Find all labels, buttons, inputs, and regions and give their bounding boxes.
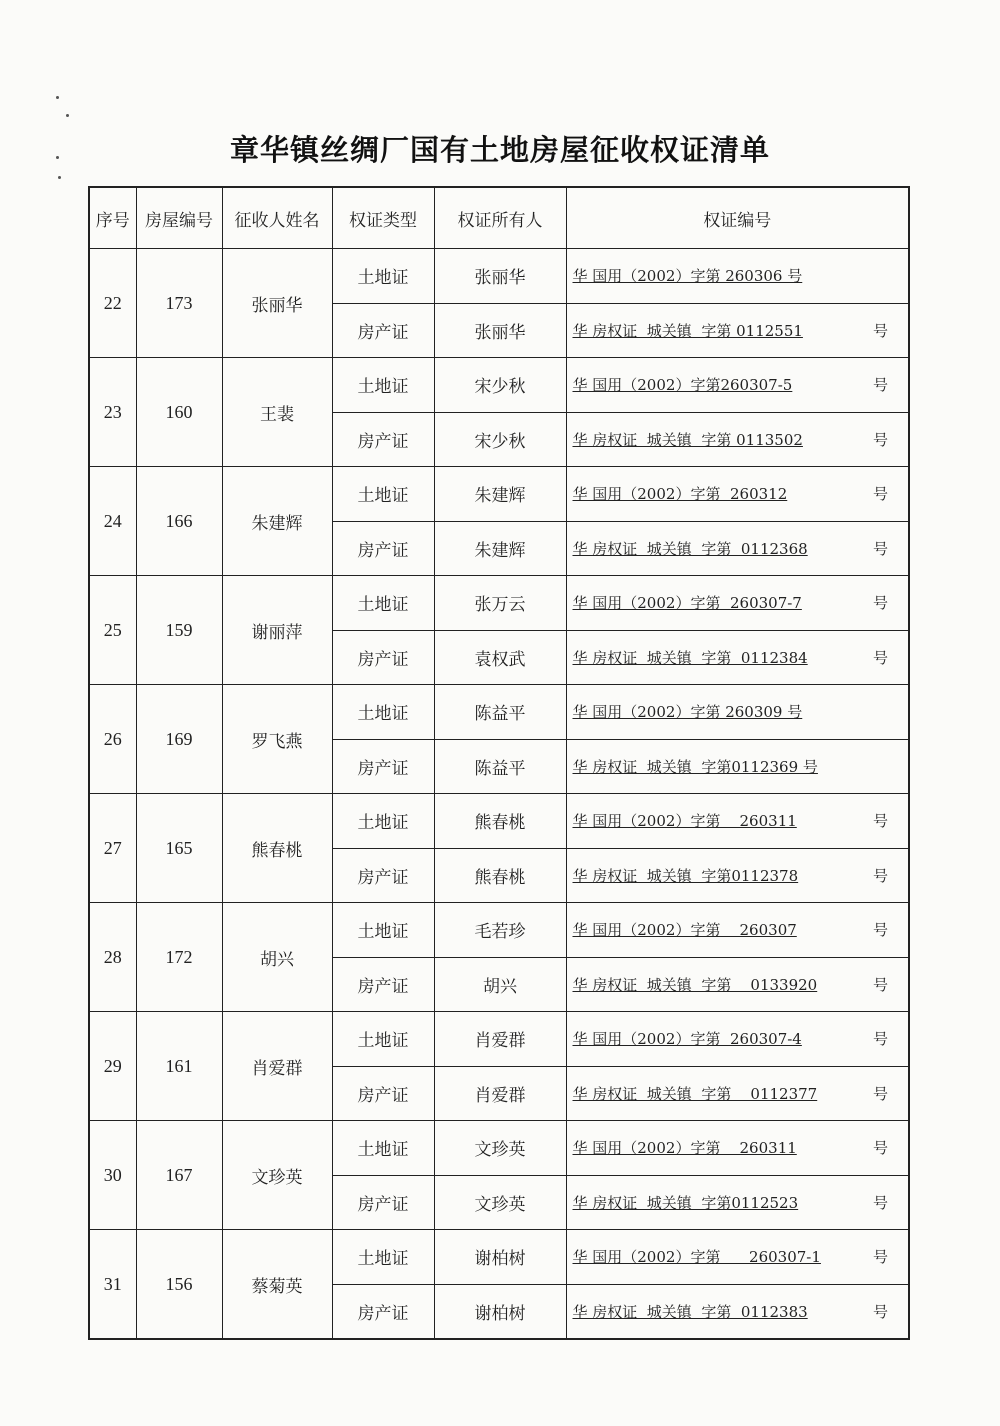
cert-type-cell: 土地证 — [332, 467, 434, 522]
cert-owner-cell: 张丽华 — [434, 249, 566, 304]
cert-type-cell: 房产证 — [332, 739, 434, 794]
cert-no-cell — [566, 685, 909, 740]
seq-cell: 27 — [89, 794, 136, 903]
cert-no-cell — [566, 303, 909, 358]
seq-cell: 25 — [89, 576, 136, 685]
cert-no-suffix: 号 — [872, 1193, 888, 1212]
cert-no-text: 华 房权证 城关镇 字第 0112368 — [572, 539, 808, 558]
cert-no-cell — [566, 358, 909, 413]
cert-no-cell — [566, 630, 909, 685]
cert-no-suffix: 号 — [872, 921, 888, 940]
seq-cell: 22 — [89, 249, 136, 358]
cert-no-text: 华 房权证 城关镇 字第 0113502 — [572, 430, 803, 449]
table-row — [89, 1012, 909, 1067]
house-no-cell: 166 — [136, 467, 222, 576]
cert-type-cell: 土地证 — [332, 1121, 434, 1176]
house-no-cell: 161 — [136, 1012, 222, 1121]
cert-no-text: 华 国用（2002）字第 260307-7 — [572, 594, 802, 613]
cert-owner-cell: 宋少秋 — [434, 412, 566, 467]
cert-no-cell — [566, 1230, 909, 1285]
cert-type-cell: 房产证 — [332, 1175, 434, 1230]
cert-owner-cell: 肖爱群 — [434, 1012, 566, 1067]
cert-no-cell — [566, 576, 909, 631]
cert-no-cell — [566, 249, 909, 304]
cert-owner-cell: 文珍英 — [434, 1121, 566, 1176]
cert-no-cell — [566, 412, 909, 467]
cert-no-suffix: 号 — [872, 321, 888, 340]
house-no-cell: 169 — [136, 685, 222, 794]
table-row — [89, 249, 909, 304]
house-no-cell: 160 — [136, 358, 222, 467]
header-name: 征收人姓名 — [222, 187, 332, 249]
cert-no-cell — [566, 794, 909, 849]
table-row — [89, 358, 909, 413]
name-cell: 罗飞燕 — [222, 685, 332, 794]
name-cell: 朱建辉 — [222, 467, 332, 576]
cert-no-text: 华 国用（2002）字第 260312 — [572, 485, 788, 504]
table-row — [89, 794, 909, 849]
cert-no-cell — [566, 1175, 909, 1230]
cert-owner-cell: 陈益平 — [434, 739, 566, 794]
name-cell: 文珍英 — [222, 1121, 332, 1230]
house-no-cell: 165 — [136, 794, 222, 903]
cert-type-cell: 房产证 — [332, 630, 434, 685]
cert-no-suffix: 号 — [872, 648, 888, 667]
document-title: 章华镇丝绸厂国有土地房屋征收权证清单 — [229, 133, 770, 167]
cert-no-suffix: 号 — [872, 1139, 888, 1158]
seq-cell: 24 — [89, 467, 136, 576]
cert-no-text: 华 房权证 城关镇 字第 0112377 — [572, 1084, 818, 1103]
cert-no-suffix: 号 — [872, 430, 888, 449]
cert-type-cell: 土地证 — [332, 903, 434, 958]
table-row — [89, 1121, 909, 1176]
cert-type-cell: 土地证 — [332, 576, 434, 631]
house-no-cell: 167 — [136, 1121, 222, 1230]
name-cell: 谢丽萍 — [222, 576, 332, 685]
cert-owner-cell: 肖爱群 — [434, 1066, 566, 1121]
header-cert-type: 权证类型 — [332, 187, 434, 249]
cert-owner-cell: 张丽华 — [434, 303, 566, 358]
scan-speck — [58, 176, 61, 179]
cert-type-cell: 房产证 — [332, 412, 434, 467]
cert-type-cell: 土地证 — [332, 1230, 434, 1285]
cert-no-suffix: 号 — [872, 1302, 888, 1321]
cert-owner-cell: 袁权武 — [434, 630, 566, 685]
cert-owner-cell: 谢柏树 — [434, 1284, 566, 1339]
cert-no-suffix: 号 — [872, 866, 888, 885]
name-cell: 王裴 — [222, 358, 332, 467]
cert-no-cell — [566, 848, 909, 903]
cert-no-suffix: 号 — [872, 1248, 888, 1267]
cert-type-cell: 房产证 — [332, 1066, 434, 1121]
cert-no-text: 华 房权证 城关镇 字第 0112551 — [572, 321, 803, 340]
seq-cell: 26 — [89, 685, 136, 794]
header-house-no: 房屋编号 — [136, 187, 222, 249]
name-cell: 蔡菊英 — [222, 1230, 332, 1340]
name-cell: 胡兴 — [222, 903, 332, 1012]
cert-no-suffix: 号 — [872, 376, 888, 395]
cert-no-cell — [566, 957, 909, 1012]
table-row — [89, 685, 909, 740]
cert-type-cell: 房产证 — [332, 957, 434, 1012]
house-no-cell: 156 — [136, 1230, 222, 1340]
scan-speck — [56, 96, 59, 99]
table-header-row — [89, 187, 909, 249]
cert-type-cell: 土地证 — [332, 794, 434, 849]
cert-no-cell — [566, 1121, 909, 1176]
cert-type-cell: 房产证 — [332, 848, 434, 903]
name-cell: 肖爱群 — [222, 1012, 332, 1121]
cert-no-text: 华 国用（2002）字第 260306 号 — [572, 267, 803, 286]
seq-cell: 23 — [89, 358, 136, 467]
cert-no-suffix: 号 — [872, 1030, 888, 1049]
cert-type-cell: 土地证 — [332, 1012, 434, 1067]
certificate-table — [88, 186, 910, 1340]
cert-type-cell: 土地证 — [332, 249, 434, 304]
scan-speck — [66, 114, 69, 117]
house-no-cell: 159 — [136, 576, 222, 685]
cert-owner-cell: 胡兴 — [434, 957, 566, 1012]
seq-cell: 30 — [89, 1121, 136, 1230]
cert-owner-cell: 朱建辉 — [434, 467, 566, 522]
cert-no-cell — [566, 1284, 909, 1339]
cert-no-suffix: 号 — [872, 539, 888, 558]
cert-owner-cell: 熊春桃 — [434, 794, 566, 849]
cert-no-cell — [566, 1012, 909, 1067]
cert-owner-cell: 张万云 — [434, 576, 566, 631]
cert-type-cell: 房产证 — [332, 1284, 434, 1339]
cert-no-text: 华 房权证 城关镇 字第 0112384 — [572, 648, 808, 667]
header-seq: 序号 — [89, 187, 136, 249]
cert-no-text: 华 国用（2002）字第 260307-1 — [572, 1248, 821, 1267]
cert-no-cell — [566, 903, 909, 958]
cert-no-text: 华 国用（2002）字第 260307-4 — [572, 1030, 802, 1049]
cert-no-text: 华 房权证 城关镇 字第 0133920 — [572, 975, 818, 994]
cert-owner-cell: 毛若珍 — [434, 903, 566, 958]
cert-no-cell — [566, 739, 909, 794]
cert-owner-cell: 文珍英 — [434, 1175, 566, 1230]
cert-no-suffix: 号 — [872, 975, 888, 994]
cert-no-suffix: 号 — [872, 812, 888, 831]
house-no-cell: 172 — [136, 903, 222, 1012]
seq-cell: 31 — [89, 1230, 136, 1340]
cert-no-text: 华 房权证 城关镇 字第0112378 — [572, 866, 799, 885]
header-cert-no: 权证编号 — [566, 187, 909, 249]
table-row — [89, 903, 909, 958]
cert-owner-cell: 谢柏树 — [434, 1230, 566, 1285]
cert-no-text: 华 国用（2002）字第 260311 — [572, 812, 797, 831]
cert-no-text: 华 国用（2002）字第260307-5 — [572, 376, 793, 395]
cert-no-text: 华 房权证 城关镇 字第0112523 — [572, 1193, 799, 1212]
cert-no-text: 华 国用（2002）字第 260309 号 — [572, 703, 803, 722]
cert-type-cell: 房产证 — [332, 303, 434, 358]
table-row — [89, 1230, 909, 1285]
seq-cell: 28 — [89, 903, 136, 1012]
name-cell: 熊春桃 — [222, 794, 332, 903]
name-cell: 张丽华 — [222, 249, 332, 358]
house-no-cell: 173 — [136, 249, 222, 358]
cert-no-text: 华 国用（2002）字第 260307 — [572, 921, 797, 940]
header-cert-owner: 权证所有人 — [434, 187, 566, 249]
cert-owner-cell: 熊春桃 — [434, 848, 566, 903]
cert-type-cell: 房产证 — [332, 521, 434, 576]
cert-no-suffix: 号 — [872, 594, 888, 613]
cert-owner-cell: 陈益平 — [434, 685, 566, 740]
seq-cell: 29 — [89, 1012, 136, 1121]
cert-no-suffix: 号 — [872, 1084, 888, 1103]
table-row — [89, 467, 909, 522]
cert-no-text: 华 国用（2002）字第 260311 — [572, 1139, 797, 1158]
cert-type-cell: 土地证 — [332, 358, 434, 413]
cert-no-text: 华 房权证 城关镇 字第 0112383 — [572, 1302, 808, 1321]
cert-owner-cell: 宋少秋 — [434, 358, 566, 413]
table-row — [89, 576, 909, 631]
cert-no-text: 华 房权证 城关镇 字第0112369 号 — [572, 757, 818, 776]
cert-no-suffix: 号 — [872, 485, 888, 504]
cert-no-cell — [566, 521, 909, 576]
cert-type-cell: 土地证 — [332, 685, 434, 740]
cert-no-cell — [566, 1066, 909, 1121]
cert-no-cell — [566, 467, 909, 522]
cert-owner-cell: 朱建辉 — [434, 521, 566, 576]
